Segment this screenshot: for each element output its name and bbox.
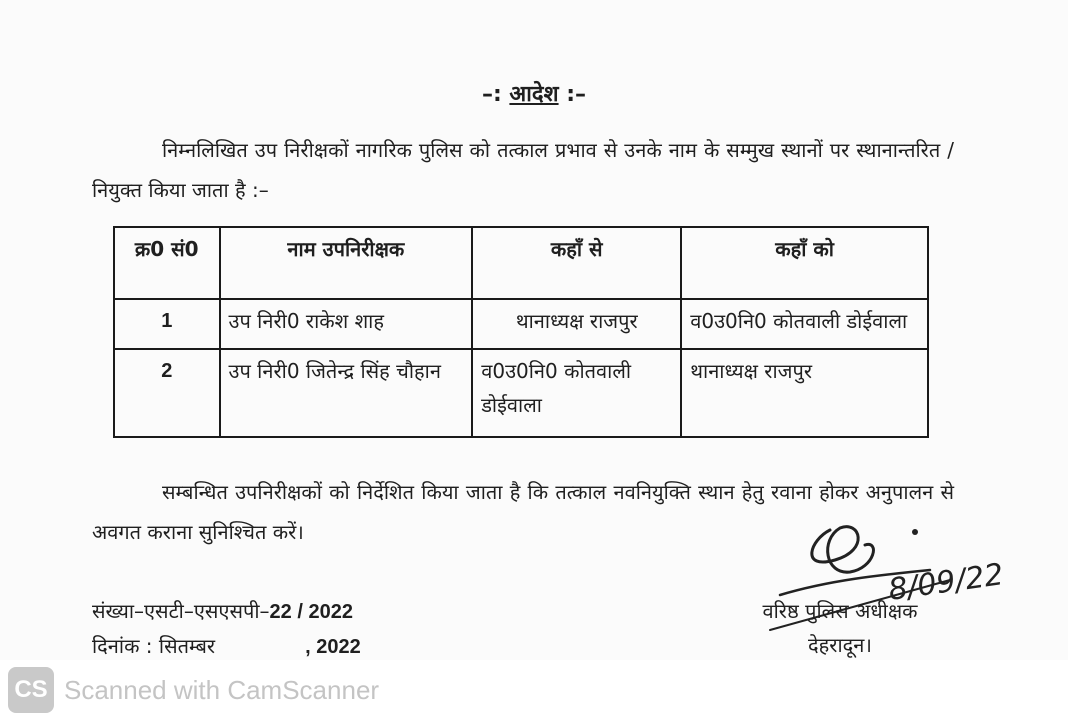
signatory-place: देहरादून। — [808, 633, 872, 657]
instruction-paragraph: सम्बन्धित उपनिरीक्षकों को निर्देशित किया जाता है कि तत्काल नवनियुक्ति स्थान हेतु रवाना होकर अनुपालन से अवगत कराना सुनिश्चित करें। — [92, 480, 954, 544]
camscanner-logo-icon: CS — [8, 667, 54, 713]
reference-date — [92, 629, 361, 664]
row-to: व0उ0नि0 कोतवाली डोईवाला — [681, 299, 928, 349]
reference-number — [92, 594, 361, 629]
heading-word: आदेश — [509, 82, 559, 107]
table-row — [114, 349, 928, 437]
reference-block — [92, 594, 361, 664]
header-name: नाम उपनिरीक्षक — [220, 227, 473, 299]
table-row — [114, 299, 928, 349]
row-officer-name: उप निरी0 राकेश शाह — [220, 299, 473, 349]
heading-suffix: :– — [566, 82, 587, 107]
signatory-block — [720, 594, 960, 662]
camscanner-watermark — [8, 666, 379, 714]
watermark-text: Scanned with CamScanner — [64, 674, 380, 705]
row-from: थानाध्यक्ष राजपुर — [472, 299, 681, 349]
row-to: थानाध्यक्ष राजपुर — [681, 349, 928, 437]
order-heading — [0, 78, 1068, 108]
header-from: कहाँ से — [472, 227, 681, 299]
date-year: , 2022 — [305, 636, 361, 658]
row-serial: 1 — [114, 299, 220, 349]
ref-value: 22 / 2022 — [269, 601, 353, 623]
ref-label: संख्या–एसटी–एसएसपी– — [92, 599, 270, 623]
signatory-title: वरिष्ठ पुलिस अधीक्षक — [762, 599, 918, 623]
row-officer-name: उप निरी0 जितेन्द्र सिंह चौहान — [220, 349, 473, 437]
transfer-table — [113, 226, 929, 438]
ink-dot — [912, 529, 918, 535]
header-serial: क्र0 सं0 — [114, 227, 220, 299]
intro-paragraph: निम्नलिखित उप निरीक्षकों नागरिक पुलिस को तत्काल प्रभाव से उनके नाम के सम्मुख स्थानों पर स्थानान्तरित / नियुक्त किया जाता है :– — [92, 138, 954, 202]
row-from: व0उ0नि0 कोतवाली डोईवाला — [472, 349, 681, 437]
row-serial: 2 — [114, 349, 220, 437]
header-to: कहाँ को — [681, 227, 928, 299]
table-header-row — [114, 227, 928, 299]
signature-date: 8/09/22 — [886, 557, 1006, 608]
heading-prefix: –: — [481, 82, 502, 107]
date-label: दिनांक : सितम्बर — [92, 634, 216, 658]
